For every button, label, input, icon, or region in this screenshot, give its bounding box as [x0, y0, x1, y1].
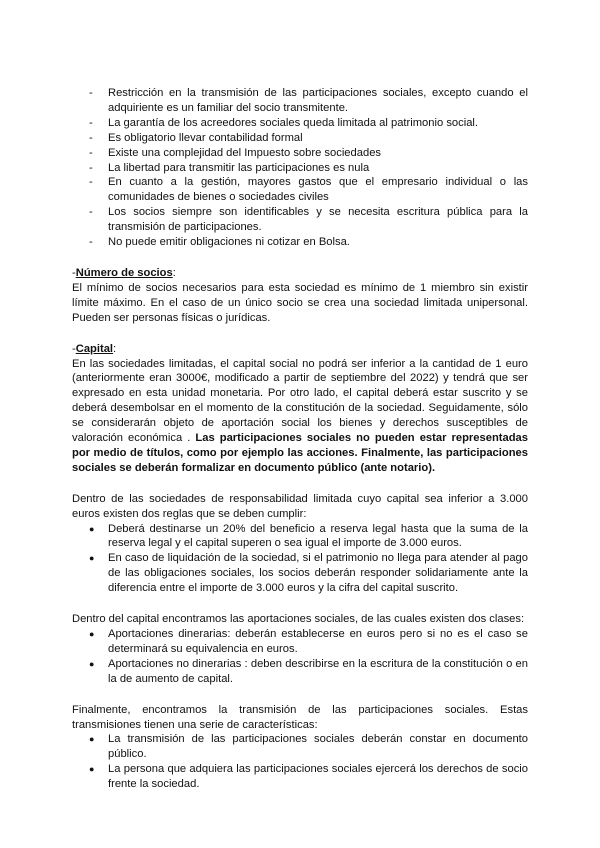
transmision-intro: Finalmente, encontramos la transmisión de las participaciones sociales. Estas transmisiones tienen una serie de características:: [72, 703, 528, 731]
list-item: ● En caso de liquidación de la sociedad, si el patrimonio no llega para atender al pago de las obligaciones sociales, los socios deberán responder solidariamente ante la diferencia entre el importe de 3.000 euros y la cifra del capital suscrito.: [72, 551, 528, 596]
list-item: ● Aportaciones no dinerarias : deben describirse en la escritura de la constitución o en la de aumento de capital.: [72, 657, 528, 687]
socios-paragraph: El mínimo de socios necesarios para esta sociedad es mínimo de 1 miembro sin existir límite máximo. En el caso de un único socio se crea una sociedad limitada unipersonal. Pueden ser personas físicas o jurídicas.: [72, 281, 528, 324]
aportaciones-intro: Dentro del capital encontramos las aportaciones sociales, de las cuales existen dos clases:: [72, 613, 525, 626]
capital-title: Capital: [75, 342, 114, 355]
list-item: - La garantía de los acreedores sociales queda limitada al patrimonio social.: [72, 116, 528, 131]
list-item: ● La persona que adquiera las participaciones sociales ejercerá los derechos de socio frente la sociedad.: [72, 762, 528, 792]
list-item: ● La transmisión de las participaciones sociales deberán constar en documento público.: [72, 732, 528, 762]
reglas-intro: Dentro de las sociedades de responsabilidad limitada cuyo capital sea inferior a 3.000 euros existen dos reglas que se deben cumplir:: [72, 492, 528, 520]
socios-title: Número de socios: [75, 266, 173, 279]
list-item: - La libertad para transmitir las participaciones es nula: [72, 161, 528, 176]
list-item: - Es obligatorio llevar contabilidad formal: [72, 131, 528, 146]
list-item: - Existe una complejidad del Impuesto sobre sociedades: [72, 146, 528, 161]
aportaciones-list: [72, 627, 528, 687]
transmision-list: [72, 732, 528, 792]
capital-bold-text: Las participaciones sociales no pueden estar representadas por medio de títulos, como por ejemplo las acciones. Finalmente, las participaciones sociales se deberán formalizar en documento público (ante notario).: [72, 432, 528, 474]
document-content: [72, 86, 528, 792]
list-item: ● Aportaciones dinerarias: deberán establecerse en euros pero si no es el caso se determinará su equivalencia en euros.: [72, 627, 528, 657]
capital-paragraph: En las sociedades limitadas, el capital social no podrá ser inferior a la cantidad de 1 euro (anteriormente eran 3000€, modificado a partir de septiembre del 2022) y tendrá que ser expresado en esta unidad monetaria. Por otro lado, el capital deberá estar suscrito y se deberá desembolsar en el momento de la constitución de la sociedad. Seguidamente, sólo se considerarán objeto de aportación social los bienes y derechos susceptibles de valoración económica . Las participaciones sociales no pueden estar representadas por medio de títulos, como por ejemplo las acciones. Finalmente, las participaciones sociales se deberán formalizar en documento público (ante notario).: [72, 357, 528, 474]
list-item: - Restricción en la transmisión de las participaciones sociales, excepto cuando el adquiriente es un familiar del socio transmitente.: [72, 86, 528, 116]
list-item: - En cuanto a la gestión, mayores gastos que el empresario individual o las comunidades de bienes o sociedades civiles: [72, 175, 528, 205]
list-item: ● Deberá destinarse un 20% del beneficio a reserva legal hasta que la suma de la reserva legal y el capital superen o sea igual el importe de 3.000 euros.: [72, 522, 528, 552]
reglas-list: [72, 522, 528, 597]
list-item: - No puede emitir obligaciones ni cotizar en Bolsa.: [72, 235, 528, 250]
list-item: - Los socios siempre son identificables y se necesita escritura pública para la transmisión de participaciones.: [72, 205, 528, 235]
disadvantages-list: [72, 86, 528, 250]
socios-heading: -Número de socios:: [72, 266, 176, 279]
capital-heading: -Capital:: [72, 342, 117, 355]
